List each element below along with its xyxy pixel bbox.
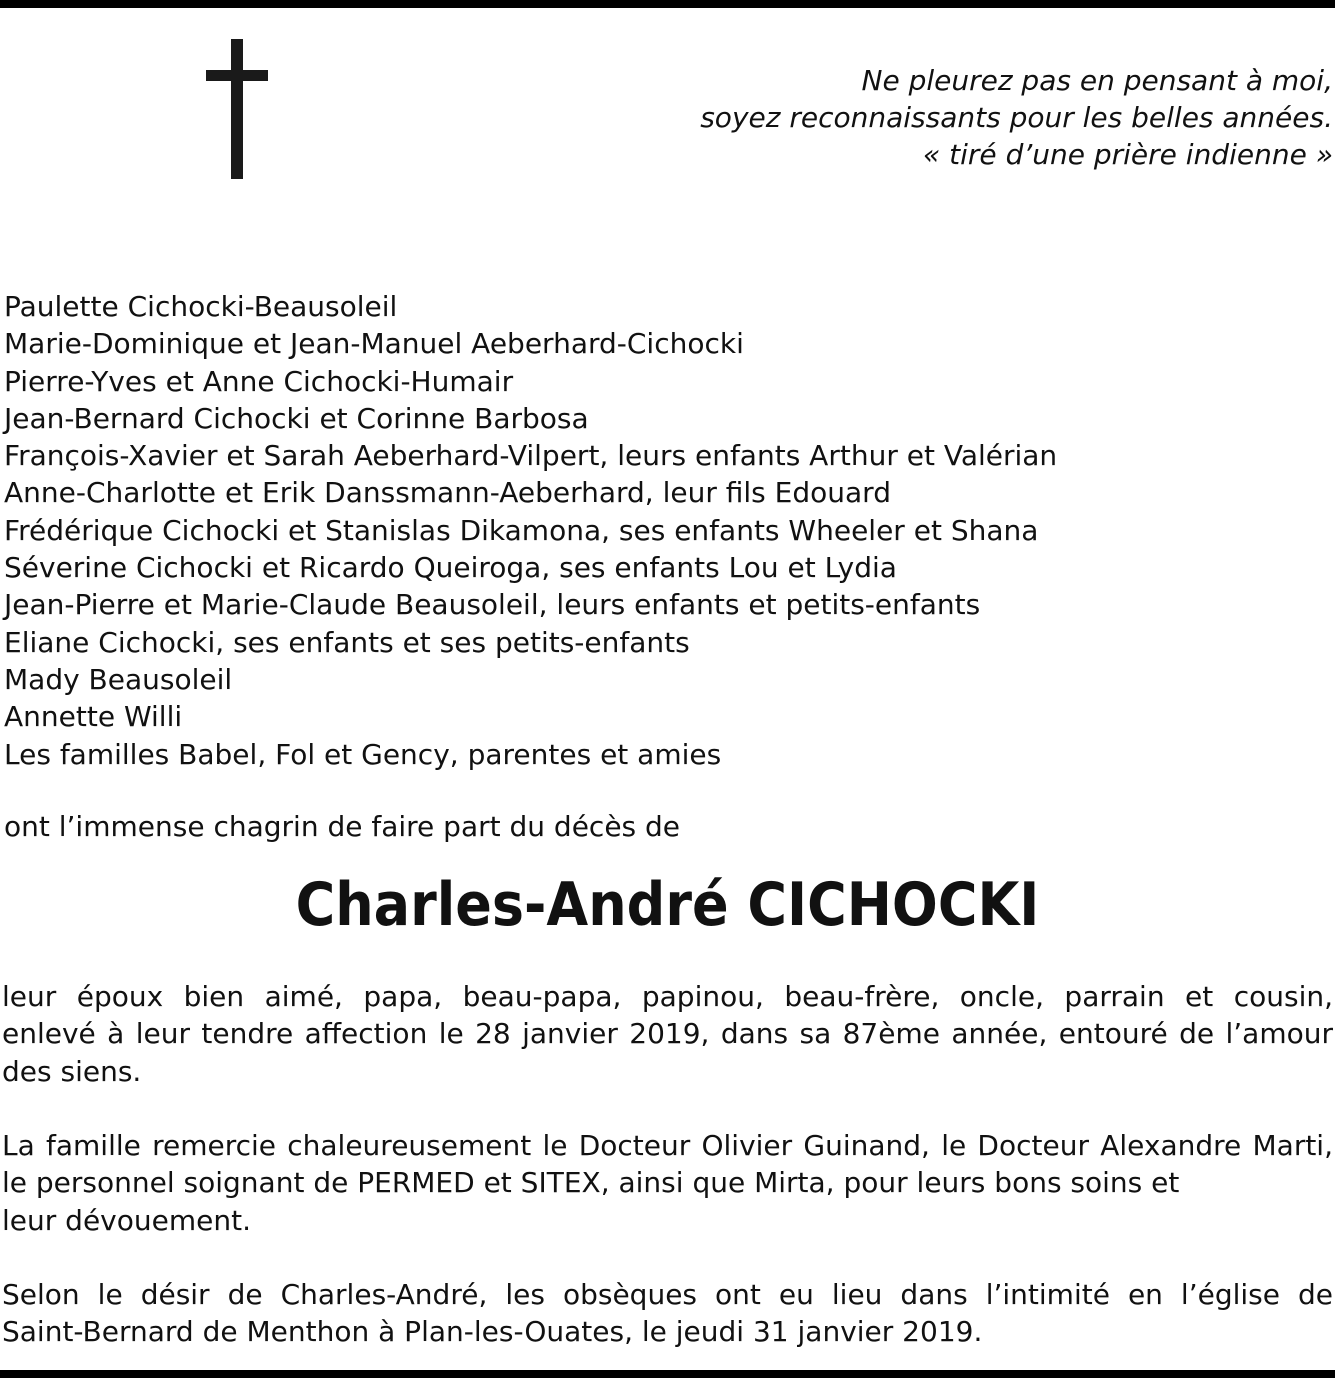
paragraph-line: Selon le désir de Charles-André, les obsèques ont eu lieu dans l’intimité en l’église de: [2, 1278, 1333, 1311]
family-member: François-Xavier et Sarah Aeberhard-Vilpert, leurs enfants Arthur et Valérian: [4, 439, 1058, 473]
tribute-paragraph: [2, 978, 1333, 1090]
top-border-rule: [0, 0, 1335, 8]
family-member: Anne-Charlotte et Erik Danssmann-Aeberhard, leur fils Edouard: [4, 476, 891, 510]
cross-icon: [206, 39, 268, 179]
family-member: Eliane Cichocki, ses enfants et ses petits-enfants: [4, 625, 690, 659]
family-member: Mady Beausoleil: [4, 662, 233, 696]
paragraph-line: La famille remercie chaleureusement le Docteur Olivier Guinand, le Docteur Alexandre Marti,: [2, 1129, 1333, 1162]
family-member: Marie-Dominique et Jean-Manuel Aeberhard-Cichocki: [4, 327, 744, 361]
quote-line: soyez reconnaissants pour les belles années.: [700, 101, 1333, 134]
paragraph-line: enlevé à leur tendre affection le 28 janvier 2019, dans sa 87ème année, entouré de l’amour: [2, 1017, 1333, 1051]
epigraph-quote: [573, 62, 1333, 173]
family-list: [4, 288, 1324, 773]
family-member: Jean-Pierre et Marie-Claude Beausoleil, leurs enfants et petits-enfants: [4, 588, 981, 622]
deceased-name: Charles-André CICHOCKI: [295, 870, 1040, 940]
paragraph-line: leur époux bien aimé, papa, beau-papa, papinou, beau-frère, oncle, parrain et cousin,: [2, 980, 1333, 1013]
paragraph-line: le personnel soignant de PERMED et SITEX, ainsi que Mirta, pour leurs bons soins et: [2, 1166, 1180, 1200]
family-member: Annette Willi: [4, 700, 183, 734]
paragraph-line: leur dévouement.: [2, 1203, 251, 1237]
quote-attribution: « tiré d’une prière indienne »: [922, 138, 1333, 171]
family-member: Frédérique Cichocki et Stanislas Dikamona, ses enfants Wheeler et Shana: [4, 513, 1039, 547]
family-member: Jean-Bernard Cichocki et Corinne Barbosa: [4, 401, 589, 435]
thanks-paragraph: [2, 1127, 1333, 1239]
announcement-intro: ont l’immense chagrin de faire part du décès de: [4, 810, 681, 843]
family-member: Paulette Cichocki-Beausoleil: [4, 290, 398, 323]
family-member: Séverine Cichocki et Ricardo Queiroga, ses enfants Lou et Lydia: [4, 551, 897, 585]
funeral-paragraph: [2, 1276, 1333, 1351]
bottom-border-rule: [0, 1370, 1335, 1378]
paragraph-line: des siens.: [2, 1054, 142, 1088]
quote-line: Ne pleurez pas en pensant à moi,: [861, 64, 1333, 97]
family-member: Pierre-Yves et Anne Cichocki-Humair: [4, 364, 514, 398]
paragraph-line: Saint-Bernard de Menthon à Plan-les-Ouates, le jeudi 31 janvier 2019.: [2, 1315, 983, 1349]
family-member: Les familles Babel, Fol et Gency, parentes et amies: [4, 737, 722, 771]
